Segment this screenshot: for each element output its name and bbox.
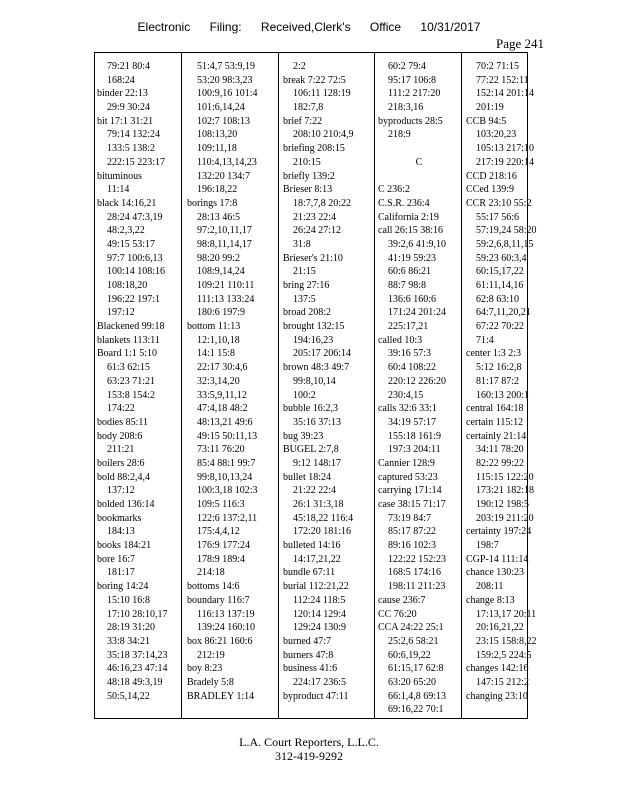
index-entry-line: 112:24 118:5 — [293, 594, 346, 606]
index-entry-line: 20:16,21,22 — [476, 622, 524, 634]
index-entry-line: 208:10 210:4,9 — [293, 129, 354, 141]
index-entry-line: 218:9 — [388, 129, 411, 141]
index-entry-line: 88:7 98:8 — [388, 280, 427, 291]
page-number: Page 241 — [496, 36, 545, 51]
index-entry-line: 33:5,9,11,12 — [197, 389, 247, 401]
index-entry-line: 122:22 152:23 — [388, 553, 447, 565]
index-entry-line: 59:23 60:3,4 — [476, 252, 527, 264]
index-entry-line: 100:3,18 102:3 — [197, 485, 258, 497]
index-entry-line: 153:8 154:2 — [107, 389, 156, 401]
index-entry-line: 48:2,3,22 — [107, 225, 145, 237]
index-entry-line: CCD 218:16 — [466, 170, 517, 182]
index-entry-line: CGP-14 111:14 — [466, 553, 529, 565]
index-entry-line: burial 112:21,22 — [283, 581, 349, 593]
index-entry-line: 60:2 79:4 — [388, 61, 427, 72]
index-entry-line: 82:22 99:22 — [476, 457, 525, 469]
index-entry-line: certainly 21:14 — [466, 430, 527, 442]
index-entry-line: 208:11 — [476, 581, 504, 593]
index-entry-line: bituminous — [97, 170, 143, 182]
index-entry-line: 61:11,14,16 — [476, 280, 524, 291]
index-entry-line: 198:11 211:23 — [388, 581, 446, 593]
header-received: Received,Clerk's — [260, 20, 351, 34]
index-entry-line: boilers 28:6 — [97, 457, 145, 469]
index-entry-line: 60:4 108:22 — [388, 362, 437, 374]
index-entry-line: 21:23 22:4 — [293, 211, 337, 223]
index-entry-line: byproducts 28:5 — [378, 115, 443, 127]
index-entry-line: 111:13 133:24 — [197, 293, 255, 305]
index-column-2 — [187, 60, 269, 703]
index-entry-line: C 236:2 — [378, 184, 410, 196]
index-entry-line: 61:3 62:15 — [107, 362, 151, 374]
index-entry-line: 155:18 161:9 — [388, 430, 442, 442]
footer-phone: 312-419-9292 — [275, 749, 343, 763]
index-entry-line: 196:22 197:1 — [107, 293, 161, 305]
section-letter: C — [415, 156, 423, 168]
index-entry-line: 33:8 34:21 — [107, 635, 151, 647]
index-entry-line: 98:20 99:2 — [197, 252, 241, 264]
index-entry-line: 109:21 110:11 — [197, 280, 255, 291]
index-entry-line: 22:17 30:4,6 — [197, 362, 248, 374]
index-entry-line: 203:19 211:20 — [476, 512, 534, 524]
index-entry-line: 5:12 16:2,8 — [476, 362, 522, 374]
index-entry-line: 21:22 22:4 — [293, 485, 337, 497]
index-entry-line: bring 27:16 — [283, 280, 330, 291]
index-entry-line: 79:21 80:4 — [107, 61, 151, 72]
index-entry-line: BUGEL 2:7,8 — [283, 444, 339, 456]
index-entry-line: 172:20 181:16 — [293, 526, 352, 538]
index-entry-line: 111:2 217:20 — [388, 88, 441, 100]
index-entry-line: 105:13 217:10 — [476, 143, 535, 155]
index-entry-line: 32:3,14,20 — [197, 375, 240, 387]
index-entry-line: burned 47:7 — [283, 635, 332, 647]
index-entry-line: break 7:22 72:5 — [283, 74, 346, 86]
index-column-4 — [378, 60, 460, 717]
index-entry-line: changing 23:10 — [466, 690, 528, 702]
index-entry-line: certainty 197:24 — [466, 526, 532, 538]
index-entry-line: carrying 171:14 — [378, 485, 442, 497]
index-entry-line: 64:7,11,20,21 — [476, 307, 531, 319]
index-entry-line: 49:15 50:11,13 — [197, 430, 258, 442]
index-entry-line: 159:2,5 224:5 — [476, 649, 532, 661]
column-divider — [374, 52, 375, 719]
index-entry-line: 26:1 31:3,18 — [293, 499, 344, 510]
index-entry-line: 12:1,10,18 — [197, 334, 240, 346]
index-entry-line: 152:14 201:14 — [476, 88, 535, 100]
index-entry-line: 99:8,10,14 — [293, 375, 336, 387]
index-entry-line: 9:12 148:17 — [293, 457, 342, 469]
index-entry-line: bundle 67:11 — [283, 567, 336, 579]
index-entry-line: 21:15 — [293, 266, 316, 278]
index-entry-line: BRADLEY 1:14 — [187, 690, 255, 702]
index-entry-line: 224:17 236:5 — [293, 676, 347, 688]
index-column-3 — [283, 60, 365, 703]
footer-company: L.A. Court Reporters, L.L.C. — [239, 735, 379, 749]
index-entry-line: byproduct 47:11 — [283, 690, 349, 702]
index-entry-line: 15:10 16:8 — [107, 594, 151, 606]
index-entry-line: 63:23 71:21 — [107, 375, 156, 387]
index-entry-line: 81:17 87:2 — [476, 375, 520, 387]
index-entry-line: 160:13 200:1 — [476, 389, 530, 401]
index-entry-line: 100:14 108:16 — [107, 266, 166, 278]
index-entry-line: 137:5 — [293, 293, 316, 305]
index-entry-line: brown 48:3 49:7 — [283, 362, 350, 374]
index-entry-line: 168:5 174:16 — [388, 567, 442, 579]
index-entry-line: 35:18 37:14,23 — [107, 649, 168, 661]
index-entry-line: chance 130:23 — [466, 567, 525, 579]
index-entry-line: 25:2,6 58:21 — [388, 635, 439, 647]
index-entry-line: 85:17 87:22 — [388, 526, 437, 538]
index-entry-line: 108:18,20 — [107, 280, 148, 291]
index-entry-line: 171:24 201:24 — [388, 307, 447, 319]
index-entry-line: 73:11 76:20 — [197, 444, 245, 456]
index-entry-line: 218:3,16 — [388, 102, 424, 114]
index-entry-line: 116:13 137:19 — [197, 608, 255, 620]
index-entry-line: 49:15 53:17 — [107, 238, 156, 250]
index-entry-line: 212:19 — [197, 649, 225, 661]
index-entry-line: 34:11 78:20 — [476, 444, 524, 456]
index-entry-line: changes 142:16 — [466, 663, 529, 675]
index-entry-line: Bradely 5:8 — [187, 676, 234, 688]
index-entry-line: 174:22 — [107, 403, 135, 415]
index-entry-line: 14:17,21,22 — [293, 553, 341, 565]
index-entry-line: California 2:19 — [378, 211, 439, 223]
index-entry-line: CCA 24:22 25:1 — [378, 622, 444, 634]
index-entry-line: calls 32:6 33:1 — [378, 403, 437, 415]
index-entry-line: 180:6 197:9 — [197, 307, 246, 319]
index-entry-line: case 38:15 71:17 — [378, 499, 446, 510]
index-entry-line: bug 39:23 — [283, 430, 324, 442]
index-entry-line: 175:4,4,12 — [197, 526, 240, 538]
index-entry-line: 17:13,17 20:11 — [476, 608, 537, 620]
index-entry-line: 46:16,23 47:14 — [107, 663, 168, 675]
index-entry-line: 139:24 160:10 — [197, 622, 256, 634]
index-column-5 — [466, 60, 548, 703]
index-entry-line: bulleted 14:16 — [283, 540, 341, 552]
index-entry-line: 115:15 122:20 — [476, 471, 534, 483]
index-entry-line: 122:6 137:2,11 — [197, 512, 258, 524]
index-entry-line: 70:2 71:15 — [476, 61, 520, 72]
index-entry-line: 136:6 160:6 — [388, 293, 437, 305]
index-entry-line: 99:8,10,13,24 — [197, 471, 253, 483]
index-entry-line: 98:8,11,14,17 — [197, 238, 252, 250]
index-entry-line: Blackened 99:18 — [97, 321, 165, 333]
index-entry-line: 184:13 — [107, 526, 135, 538]
index-entry-line: 198:7 — [476, 540, 499, 552]
index-entry-line: 178:9 189:4 — [197, 553, 246, 565]
index-entry-line: 28:13 46:5 — [197, 211, 241, 223]
index-entry-line: 26:24 27:12 — [293, 225, 342, 237]
index-entry-line: 133:5 138:2 — [107, 143, 156, 155]
index-entry-line — [378, 142, 460, 156]
index-entry-line: 50:5,14,22 — [107, 690, 150, 702]
index-entry-line: CC 76:20 — [378, 608, 417, 620]
index-entry-line: 220:12 226:20 — [388, 375, 447, 387]
filing-header — [0, 20, 618, 34]
index-entry-line: Brieser's 21:10 — [283, 252, 343, 264]
index-entry-line: certain 115:12 — [466, 416, 524, 428]
index-entry-line: C.S.R. 236:4 — [378, 197, 430, 209]
index-entry-line: 132:20 134:7 — [197, 170, 251, 182]
header-filing: Filing: — [209, 20, 242, 34]
index-entry-line: 66:1,4,8 69:13 — [388, 690, 447, 702]
index-entry-line: Brieser 8:13 — [283, 184, 333, 196]
index-entry-line: 71:4 — [476, 334, 494, 346]
index-entry-line: 181:17 — [107, 567, 135, 579]
index-entry-line: Cannier 128:9 — [378, 457, 435, 469]
index-column-1 — [97, 60, 179, 703]
index-entry-line: binder 22:13 — [97, 88, 148, 100]
column-divider — [278, 52, 279, 719]
index-entry-line: 39:16 57:3 — [388, 348, 432, 360]
index-entry-line: 230:4,15 — [388, 389, 424, 401]
index-entry-line: 197:3 204:11 — [388, 444, 441, 456]
index-entry-line: 63:20 65:20 — [388, 676, 437, 688]
index-entry-line: 2:2 — [293, 61, 306, 72]
index-entry-line: 95:17 106:8 — [388, 74, 437, 86]
index-entry-line: bottoms 14:6 — [187, 581, 240, 593]
index-entry-line: 168:24 — [107, 74, 135, 86]
index-entry-line: 201:19 — [476, 102, 504, 114]
index-entry-line: 23:15 158:8,22 — [476, 635, 537, 647]
index-entry-line: bubble 16:2,3 — [283, 403, 338, 415]
index-entry-line: 210:15 — [293, 156, 321, 168]
index-entry-line: box 86:21 160:6 — [187, 635, 253, 647]
index-entry-line: body 208:6 — [97, 430, 143, 442]
index-entry-line: 48:18 49:3,19 — [107, 676, 163, 688]
index-entry-line: 59:2,6,8,11,15 — [476, 238, 534, 250]
index-entry-line: 53:20 98:3,23 — [197, 74, 253, 86]
index-entry-line: burners 47:8 — [283, 649, 334, 661]
index-entry-line: bookmarks — [97, 512, 142, 524]
index-entry-line: 108:13,20 — [197, 129, 238, 141]
index-entry-line: 69:16,22 70:1 — [388, 704, 444, 716]
index-entry-line: center 1:3 2:3 — [466, 348, 521, 360]
index-entry-line: borings 17:8 — [187, 197, 238, 209]
index-entry-line: call 26:15 38:16 — [378, 225, 443, 237]
index-entry-line: 97:7 100:6,13 — [107, 252, 163, 264]
index-entry-line: broad 208:2 — [283, 307, 332, 319]
index-entry-line: 35:16 37:13 — [293, 416, 342, 428]
index-entry-line: 28:24 47:3,19 — [107, 211, 163, 223]
index-entry-line: 47:4,18 48:2 — [197, 403, 248, 415]
index-entry-line: 18:7,7,8 20:22 — [293, 197, 352, 209]
index-entry-line: 29:9 30:24 — [107, 102, 151, 114]
column-divider — [181, 52, 182, 719]
index-entry-line: 103:20,23 — [476, 129, 517, 141]
index-entry-line: CCB 94:5 — [466, 115, 507, 127]
index-entry-line — [378, 170, 460, 184]
index-entry-line: 60:6 86:21 — [388, 266, 432, 278]
index-entry-line: change 8:13 — [466, 594, 515, 606]
index-entry-line: 61:15,17 62:8 — [388, 663, 444, 675]
index-entry-line: 108:9,14,24 — [197, 266, 245, 278]
index-entry-line: 211:21 — [107, 444, 135, 456]
index-entry-line: 41:19 59:23 — [388, 252, 437, 264]
index-entry-line: 17:10 28:10,17 — [107, 608, 168, 620]
index-entry-line: boy 8:23 — [187, 663, 223, 675]
index-entry-line: briefly 139:2 — [283, 170, 335, 182]
header-date: 10/31/2017 — [420, 20, 481, 34]
index-entry-line: 109:5 116:3 — [197, 499, 245, 510]
index-entry-line: 34:19 57:17 — [388, 416, 437, 428]
header-office: Office — [369, 20, 402, 34]
column-divider — [461, 52, 462, 719]
index-entry-line: 45:18,22 116:4 — [293, 512, 354, 524]
index-entry-line: blankets 113:11 — [97, 334, 160, 346]
index-entry-line: 85:4 88:1 99:7 — [197, 457, 256, 469]
index-entry-line: 28:19 31:20 — [107, 622, 156, 634]
index-entry-line: brief 7:22 — [283, 115, 323, 127]
index-entry-line: books 184:21 — [97, 540, 152, 552]
index-entry-line: 48:13,21 49:6 — [197, 416, 253, 428]
index-entry-line: 60:15,17,22 — [476, 266, 524, 278]
index-entry-line: 77:22 152:11 — [476, 74, 529, 86]
index-entry-line: 176:9 177:24 — [197, 540, 251, 552]
index-entry-line: business 41:6 — [283, 663, 338, 675]
index-entry-line: brought 132:15 — [283, 321, 345, 333]
index-entry-line: 173:21 182:18 — [476, 485, 535, 497]
index-entry-line: 106:11 128:19 — [293, 88, 351, 100]
index-entry-line: 182:7,8 — [293, 102, 324, 114]
index-entry-line: 89:16 102:3 — [388, 540, 437, 552]
index-entry-line: 31:8 — [293, 238, 311, 250]
index-entry-line: 222:15 223:17 — [107, 156, 166, 168]
index-entry-line: 217:19 220:14 — [476, 156, 535, 168]
index-entry-line: cause 236:7 — [378, 594, 426, 606]
index-entry-line: 57:19,24 58:20 — [476, 225, 537, 237]
index-entry-line: 51:4,7 53:9,19 — [197, 61, 256, 72]
index-entry-line: boring 14:24 — [97, 581, 149, 593]
index-entry-line: central 164:18 — [466, 403, 524, 415]
index-entry-line: 101:6,14,24 — [197, 102, 245, 114]
index-entry-line: bit 17:1 31:21 — [97, 115, 154, 127]
index-entry-line: bore 16:7 — [97, 553, 136, 565]
index-entry-line: bullet 18:24 — [283, 471, 332, 483]
index-entry-line: 60:6,19,22 — [388, 649, 431, 661]
index-entry-line: bodies 85:11 — [97, 416, 149, 428]
index-entry-line: 14:1 15:8 — [197, 348, 236, 360]
index-entry-line: 110:4,13,14,23 — [197, 156, 257, 168]
index-entry-line: bolded 136:14 — [97, 499, 155, 510]
index-entry-line: 225:17,21 — [388, 321, 429, 333]
index-entry-line: 194:16,23 — [293, 334, 334, 346]
index-entry-line: 120:14 129:4 — [293, 608, 347, 620]
index-entry-line: 147:15 212:2 — [476, 676, 530, 688]
index-entry-line: bold 88:2,4,4 — [97, 471, 151, 483]
index-entry-line: 100:9,16 101:4 — [197, 88, 258, 100]
index-entry-line: 197:12 — [107, 307, 135, 319]
index-entry-line: 62:8 63:10 — [476, 293, 520, 305]
index-entry-line: 205:17 206:14 — [293, 348, 352, 360]
index-entry-line: 55:17 56:6 — [476, 211, 520, 223]
index-entry-line: 73:19 84:7 — [388, 512, 432, 524]
index-entry-line: 137:12 — [107, 485, 135, 497]
index-entry-line: 97:2,10,11,17 — [197, 225, 252, 237]
index-entry-line: Board 1:1 5:10 — [97, 348, 157, 360]
index-entry-line: called 10:3 — [378, 334, 423, 346]
index-entry-line: 67:22 70:22 — [476, 321, 525, 333]
index-entry-line: CCR 23:10 55:2 — [466, 197, 532, 209]
index-entry-line: 39:2,6 41:9,10 — [388, 238, 447, 250]
index-entry-line: CCed 139:9 — [466, 184, 515, 196]
page-footer — [0, 735, 618, 763]
index-entry-line: 100:2 — [293, 389, 316, 401]
index-entry-line: 109:11,18 — [197, 143, 237, 155]
index-entry-line: 196:18,22 — [197, 184, 238, 196]
index-entry-line: 79:14 132:24 — [107, 129, 161, 141]
index-entry-line: briefing 208:15 — [283, 143, 345, 155]
index-entry-line: 102:7 108:13 — [197, 115, 251, 127]
index-entry-line: 129:24 130:9 — [293, 622, 347, 634]
index-entry-line: 11:14 — [107, 184, 130, 196]
header-electronic: Electronic — [137, 20, 191, 34]
index-entry-line: boundary 116:7 — [187, 594, 250, 606]
index-entry-line: captured 53:23 — [378, 471, 438, 483]
index-entry-line: black 14:16,21 — [97, 197, 157, 209]
index-entry-line: 214:18 — [197, 567, 225, 579]
index-entry-line: bottom 11:13 — [187, 321, 241, 333]
index-entry-line: 190:12 198:5 — [476, 499, 530, 510]
